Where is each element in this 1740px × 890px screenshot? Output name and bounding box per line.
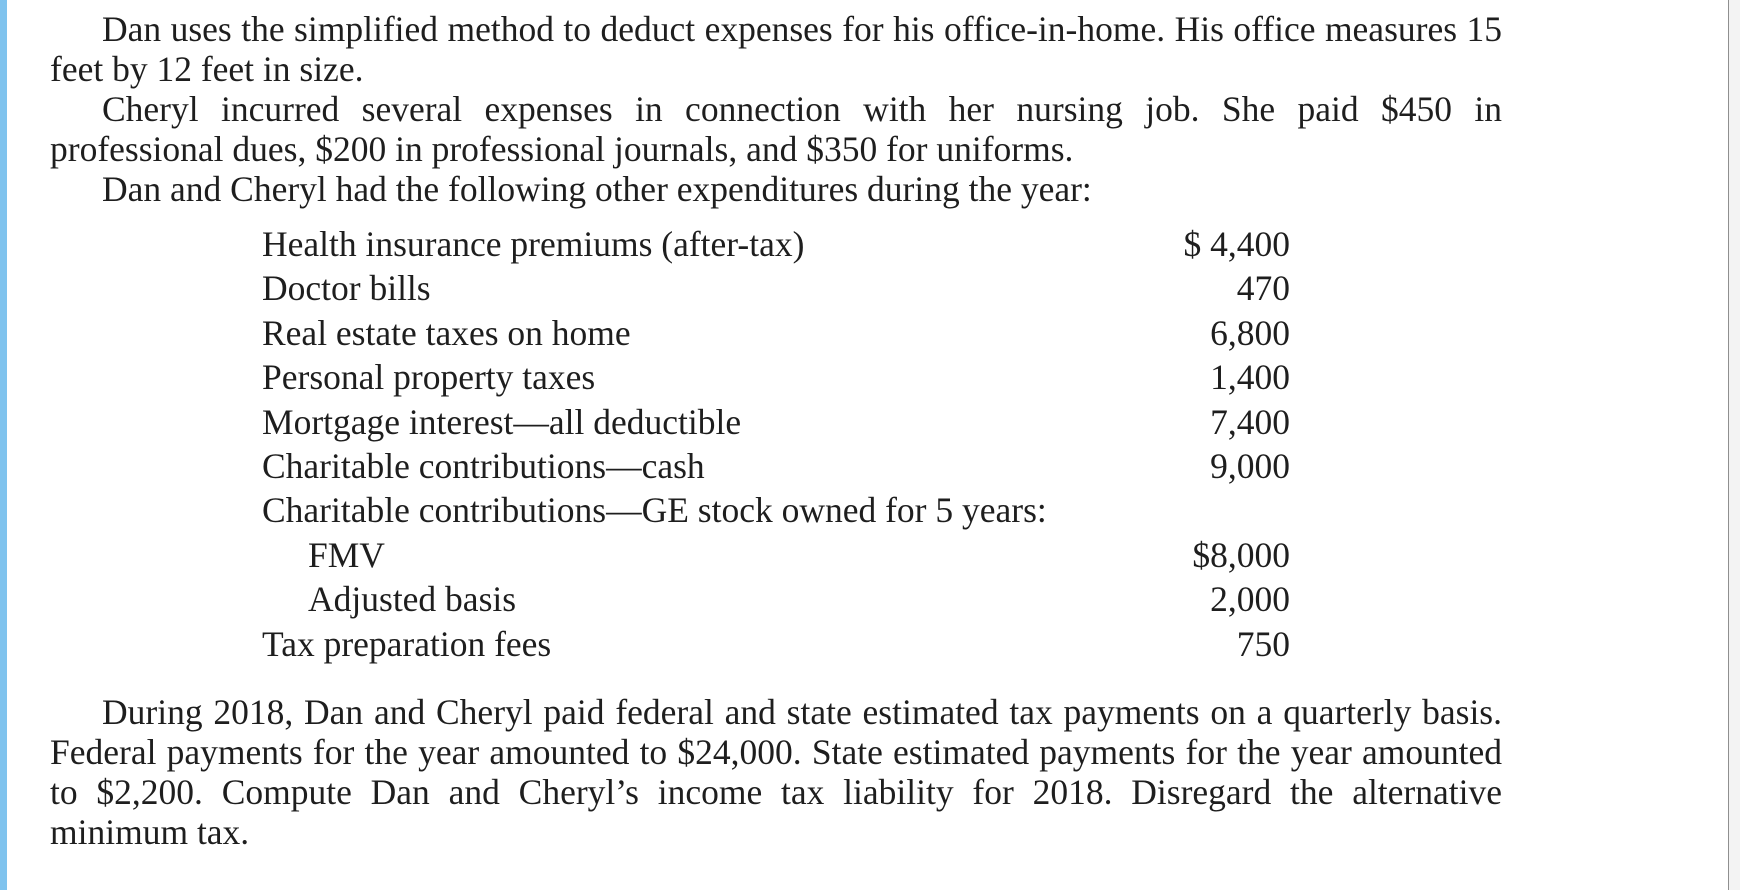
row-value: 6,800 [1210, 312, 1290, 353]
row-value: 750 [1236, 623, 1290, 664]
table-row [262, 444, 1290, 488]
row-label: Charitable contributions—GE stock owned for 5 years: [262, 490, 1047, 531]
table-row [262, 400, 1290, 444]
table-row [262, 533, 1290, 577]
paragraph-office: Dan uses the simplified method to deduct expenses for his office-in-home. His office measures 15 feet by 12 feet in size. [50, 9, 1502, 89]
row-label: Charitable contributions—cash [262, 445, 705, 486]
left-accent-bar [0, 0, 7, 890]
paragraph-other-expenditures: Dan and Cheryl had the following other expenditures during the year: [102, 169, 1092, 209]
row-value: 2,000 [1210, 579, 1290, 620]
row-value: $8,000 [1192, 534, 1290, 575]
table-row [262, 355, 1290, 399]
row-label: Personal property taxes [262, 357, 596, 398]
row-value: 1,400 [1210, 357, 1290, 398]
table-row [262, 622, 1290, 666]
row-label: Tax preparation fees [262, 623, 552, 664]
row-label: Health insurance premiums (after-tax) [262, 224, 805, 264]
table-row [262, 488, 1290, 532]
table-row [262, 577, 1290, 621]
paragraph-cheryl-expenses: Cheryl incurred several expenses in connection with her nursing job. She paid $450 in professional dues, $200 in professional journals, and $350 for uniforms. [50, 89, 1502, 169]
row-value: 470 [1236, 268, 1290, 309]
row-value: $ 4,400 [1183, 224, 1290, 264]
row-value: 7,400 [1210, 401, 1290, 442]
row-label: Mortgage interest—all deductible [262, 401, 742, 442]
row-label: Real estate taxes on home [262, 312, 631, 353]
table-row [262, 311, 1290, 355]
right-scrollbar-track[interactable] [1729, 0, 1740, 890]
problem-text [50, 9, 1502, 852]
table-row [262, 222, 1290, 266]
row-value: 9,000 [1210, 445, 1290, 486]
table-row [262, 266, 1290, 310]
row-label: FMV [308, 534, 385, 575]
expenditures-table [262, 222, 1290, 666]
paragraph-estimated-payments: During 2018, Dan and Cheryl paid federal and state estimated tax payments on a quarterly basis. Federal payments for the year amounted to $24,000. State estimated payments for the year amounted to $2,200. Compute Dan and Cheryl’s income tax liability for 2018. Disregard the alternative minimum tax. [50, 691, 1502, 852]
row-label: Adjusted basis [308, 579, 517, 620]
row-label: Doctor bills [262, 268, 431, 309]
